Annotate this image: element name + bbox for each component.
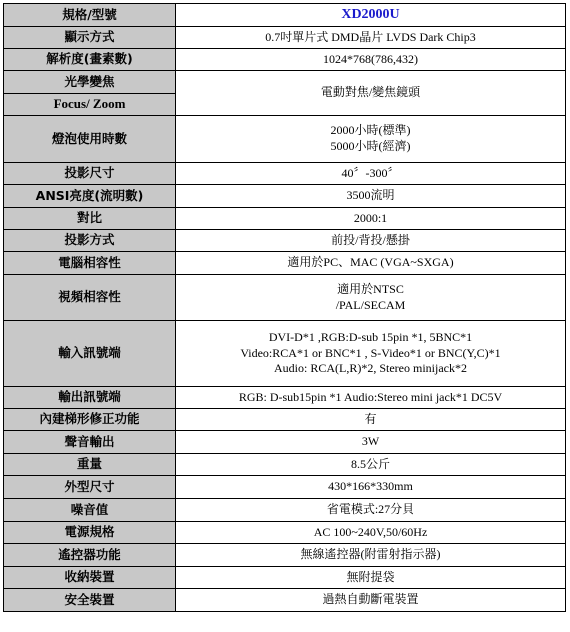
row-value (176, 454, 566, 476)
value-line: 無線遙控器(附雷射指示器) (300, 547, 441, 562)
table-row (4, 522, 566, 544)
table-row (4, 230, 566, 252)
row-label: 視頻相容性 (4, 275, 176, 321)
row-label: 外型尺寸 (4, 476, 176, 499)
row-label: 燈泡使用時數 (4, 116, 176, 163)
row-label: 安全裝置 (4, 589, 176, 612)
row-value (176, 185, 566, 208)
row-value (176, 387, 566, 409)
row-value (176, 522, 566, 544)
value-line: 適用於NTSC (337, 281, 404, 296)
table-row (4, 431, 566, 454)
value-line: 過熱自動斷電裝置 (322, 592, 419, 607)
row-label: 光學變焦 (4, 71, 176, 94)
table-row (4, 387, 566, 409)
row-value (176, 544, 566, 567)
row-label: 重量 (4, 454, 176, 476)
value-line: 有 (364, 411, 377, 426)
row-label: 電源規格 (4, 522, 176, 544)
row-label: 遙控器功能 (4, 544, 176, 567)
table-row (4, 275, 566, 321)
table-row (4, 409, 566, 431)
value-line: 無附提袋 (346, 569, 395, 584)
header-label: 規格/型號 (4, 4, 176, 27)
row-label: 解析度(畫素數) (4, 49, 176, 71)
table-row (4, 544, 566, 567)
row-label: 投影尺寸 (4, 163, 176, 185)
value-line: 前投/背投/懸掛 (331, 232, 410, 247)
row-label: 對比 (4, 208, 176, 230)
row-value (176, 499, 566, 522)
model-name: XD2000U (176, 4, 566, 27)
value-line: 0.7吋單片式 DMD晶片 LVDS Dark Chip3 (265, 29, 476, 44)
row-value (176, 252, 566, 275)
table-row (4, 185, 566, 208)
row-value (176, 431, 566, 454)
row-label: 輸入訊號端 (4, 321, 176, 387)
value-line: 適用於PC、MAC (VGA~SXGA) (287, 255, 454, 270)
table-row (4, 163, 566, 185)
value-line: 省電模式:27分貝 (326, 502, 415, 517)
table-row (4, 476, 566, 499)
table-row (4, 71, 566, 94)
value-line: 40〞-300〞 (341, 165, 400, 180)
row-value (176, 71, 566, 116)
spec-table (3, 3, 566, 612)
row-label: 收納裝置 (4, 567, 176, 589)
value-line: 電動對焦/變焦鏡頭 (320, 85, 421, 100)
row-value (176, 49, 566, 71)
value-line: Audio: RCA(L,R)*2, Stereo minijack*2 (274, 361, 467, 376)
row-label: 內建梯形修正功能 (4, 409, 176, 431)
value-line: Video:RCA*1 or BNC*1 , S-Video*1 or BNC(Y,C)*1 (240, 345, 501, 360)
row-value (176, 27, 566, 49)
value-line: 1024*768(786,432) (323, 51, 418, 66)
table-row (4, 454, 566, 476)
row-value (176, 589, 566, 612)
table-row-header (4, 4, 566, 27)
row-label: 聲音輸出 (4, 431, 176, 454)
row-value (176, 409, 566, 431)
table-row (4, 567, 566, 589)
value-line: 3W (361, 434, 380, 449)
row-label: 顯示方式 (4, 27, 176, 49)
value-line: 430*166*330mm (328, 479, 413, 494)
value-line: 2000小時(標準) (330, 123, 411, 138)
table-row (4, 252, 566, 275)
table-row (4, 49, 566, 71)
value-line: 3500流明 (346, 188, 395, 203)
row-value (176, 116, 566, 163)
row-label: 噪音值 (4, 499, 176, 522)
row-value (176, 476, 566, 499)
row-value (176, 230, 566, 252)
row-label: Focus/ Zoom (4, 94, 176, 116)
row-value (176, 163, 566, 185)
value-line: 8.5公斤 (350, 456, 390, 471)
table-row (4, 208, 566, 230)
row-value (176, 208, 566, 230)
row-value (176, 567, 566, 589)
row-value (176, 275, 566, 321)
value-line: DVI-D*1 ,RGB:D-sub 15pin *1, 5BNC*1 (268, 330, 473, 345)
table-row (4, 27, 566, 49)
table-row (4, 589, 566, 612)
row-label: ANSI亮度(流明數) (4, 185, 176, 208)
table-row (4, 321, 566, 387)
row-label: 輸出訊號端 (4, 387, 176, 409)
value-line: AC 100~240V,50/60Hz (313, 524, 428, 539)
row-value (176, 321, 566, 387)
table-row (4, 116, 566, 163)
table-row (4, 499, 566, 522)
row-label: 電腦相容性 (4, 252, 176, 275)
row-label: 投影方式 (4, 230, 176, 252)
value-line: 5000小時(經濟) (330, 139, 411, 153)
value-line: 2000:1 (353, 210, 388, 225)
value-line: RGB: D-sub15pin *1 Audio:Stereo mini jack*1 DC5V (238, 389, 503, 404)
value-line: /PAL/SECAM (335, 297, 406, 312)
